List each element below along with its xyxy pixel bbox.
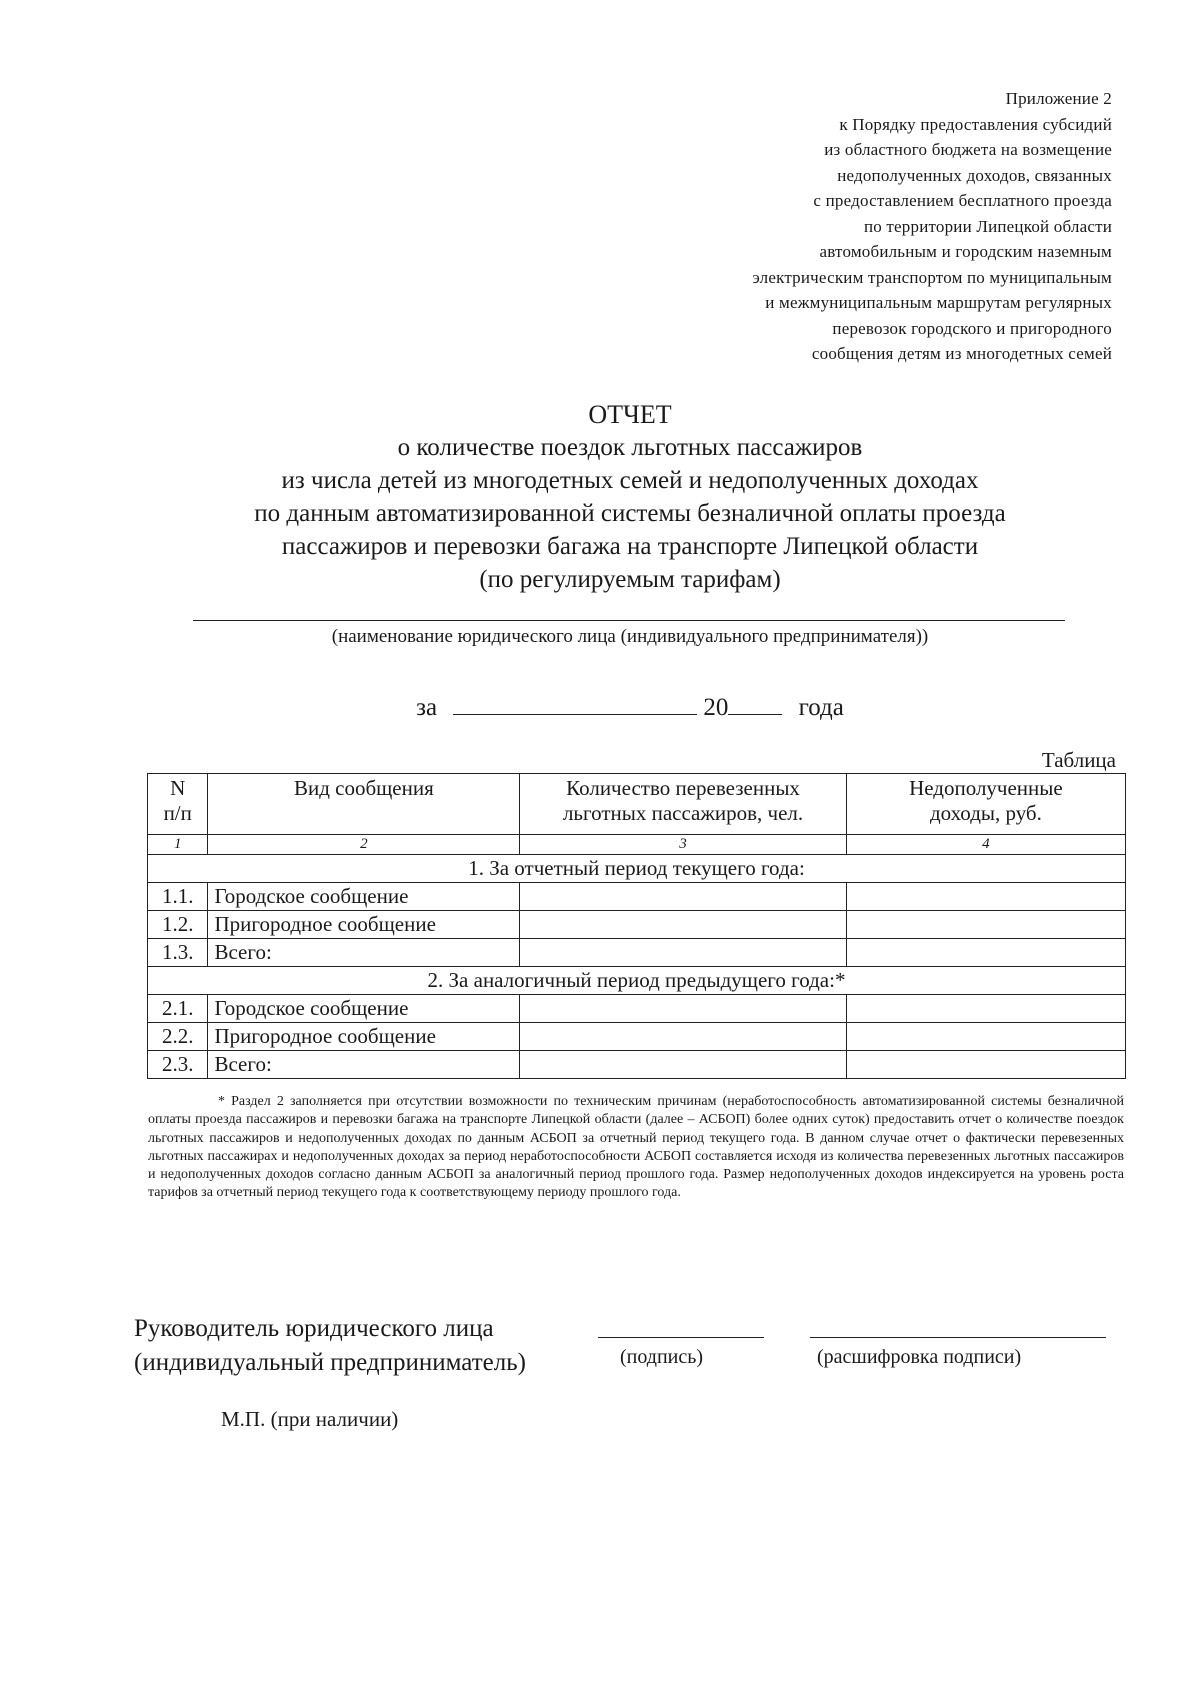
row-index: 2.1. (148, 995, 208, 1023)
appendix-line: недополученных доходов, связанных (837, 165, 1112, 185)
header-income (846, 774, 1125, 835)
appendix-line: электрическим транспортом по муниципальным (752, 267, 1112, 287)
section-row (148, 855, 1126, 883)
appendix-line: из областного бюджета на возмещение (824, 140, 1112, 159)
header-income-line: доходы, руб. (929, 801, 1042, 825)
column-number: 4 (846, 835, 1125, 855)
stamp-place: М.П. (при наличии) (221, 1407, 399, 1431)
row-index: 2.3. (148, 1051, 208, 1079)
row-income-cell[interactable] (846, 939, 1125, 967)
row-kind: Пригородное сообщение (208, 911, 520, 939)
row-quantity-cell[interactable] (520, 1023, 847, 1051)
row-income-cell[interactable] (846, 1023, 1125, 1051)
table-row (148, 883, 1126, 911)
column-number: 2 (208, 835, 520, 855)
period-year-field[interactable] (728, 688, 782, 715)
table-caption: Таблица (1041, 748, 1116, 772)
signature-field[interactable] (598, 1337, 764, 1338)
header-income-line: Недополученные (909, 776, 1063, 800)
row-quantity-cell[interactable] (520, 911, 847, 939)
row-index: 1.3. (148, 939, 208, 967)
report-title-line: (по регулируемым тарифам) (479, 566, 781, 593)
header-quantity-line: льготных пассажиров, чел. (562, 801, 804, 825)
report-period (0, 688, 1200, 722)
table-row (148, 1051, 1126, 1079)
row-quantity-cell[interactable] (520, 939, 847, 967)
section-row (148, 967, 1126, 995)
signatory-role (134, 1312, 526, 1380)
report-title-line: по данным автоматизированной системы безналичной оплаты проезда (254, 500, 1006, 527)
footnote (148, 1093, 1124, 1203)
entity-name-field[interactable] (193, 620, 1065, 621)
report-title-line: о количестве поездок льготных пассажиров (397, 434, 863, 461)
header-kind: Вид сообщения (208, 774, 520, 835)
period-year-prefix: 20 (703, 694, 729, 721)
row-quantity-cell[interactable] (520, 883, 847, 911)
signatory-role-line: Руководитель юридического лица (134, 1315, 494, 1342)
report-title-line: из числа детей из многодетных семей и недополученных доходах (281, 467, 979, 494)
row-kind: Городское сообщение (208, 995, 520, 1023)
appendix-line: автомобильным и городским наземным (819, 242, 1112, 261)
row-income-cell[interactable] (846, 883, 1125, 911)
appendix-line: перевозок городского и пригородного (832, 318, 1112, 338)
column-number: 3 (520, 835, 847, 855)
appendix-line: по территории Липецкой области (863, 216, 1112, 236)
header-index-line: N (170, 776, 186, 800)
row-kind: Пригородное сообщение (208, 1023, 520, 1051)
section-title: 2. За аналогичный период предыдущего года:* (148, 967, 1126, 995)
header-index-line: п/п (163, 801, 192, 825)
row-quantity-cell[interactable] (520, 1051, 847, 1079)
table-header-row (148, 774, 1126, 835)
row-quantity-cell[interactable] (520, 995, 847, 1023)
report-table (147, 773, 1126, 1079)
appendix-line: к Порядку предоставления субсидий (839, 114, 1112, 134)
row-income-cell[interactable] (846, 1051, 1125, 1079)
signature-caption: (подпись) (620, 1346, 704, 1368)
section-title: 1. За отчетный период текущего года: (148, 855, 1126, 883)
row-income-cell[interactable] (846, 911, 1125, 939)
appendix-line: и межмуниципальным маршрутам регулярных (765, 293, 1112, 312)
report-title-line: пассажиров и перевозки багажа на транспорте Липецкой области (281, 533, 979, 560)
row-index: 1.2. (148, 911, 208, 939)
row-index: 1.1. (148, 883, 208, 911)
period-field[interactable] (453, 688, 697, 715)
row-kind: Всего: (208, 1051, 520, 1079)
report-title (0, 398, 1200, 596)
table-row (148, 911, 1126, 939)
header-quantity (520, 774, 847, 835)
appendix-line: с предоставлением бесплатного проезда (813, 191, 1112, 210)
appendix-line: Приложение 2 (1005, 89, 1112, 108)
row-index: 2.2. (148, 1023, 208, 1051)
signature-decode-caption: (расшифровка подписи) (817, 1346, 1022, 1368)
signature-decode-field[interactable] (810, 1337, 1106, 1338)
entity-name-caption: (наименование юридического лица (индивидуального предпринимателя)) (331, 626, 929, 647)
row-kind: Городское сообщение (208, 883, 520, 911)
header-index (148, 774, 208, 835)
table-row (148, 1023, 1126, 1051)
report-title-main: ОТЧЕТ (588, 400, 672, 429)
column-number: 1 (148, 835, 208, 855)
period-prefix: за (416, 694, 438, 721)
appendix-header (752, 86, 1112, 367)
table-row (148, 939, 1126, 967)
footnote-text: * Раздел 2 заполняется при отсутствии возможности по техническим причинам (неработоспособность автоматизированной системы безналичной оплаты проезда пассажиров и перевозки багажа на транспорте Липецкой области (далее – АСБОП) более одних суток) предоставить отчет о количестве поездок льготных пассажиров и недополученных доходах по данным АСБОП за отчетный период текущего года. В данном случае отчет о фактически перевезенных льготных пассажирах и недополученных доходах за период неработоспособности АСБОП составляется исходя из количества перевезенных льготных пассажиров и недополученных доходов согласно данным АСБОП за аналогичный период прошлого года. Размер недополученных доходов индексируется на уровень роста тарифов за отчетный период текущего года к соответствующему периоду прошлого года. (148, 1094, 1124, 1201)
row-kind: Всего: (208, 939, 520, 967)
table-row (148, 995, 1126, 1023)
row-income-cell[interactable] (846, 995, 1125, 1023)
period-suffix: года (798, 694, 844, 721)
appendix-line: сообщения детям из многодетных семей (811, 344, 1112, 363)
header-quantity-line: Количество перевезенных (566, 776, 800, 800)
signatory-role-line: (индивидуальный предприниматель) (134, 1349, 526, 1376)
column-number-row (148, 835, 1126, 855)
